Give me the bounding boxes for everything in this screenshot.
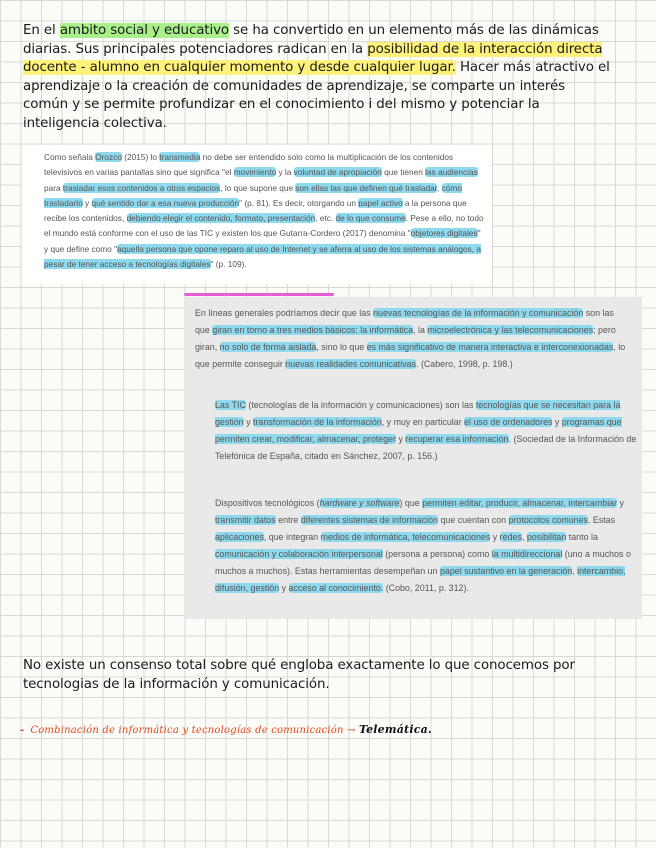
handwritten-text: Combinación de informática y tecnologías de comunicación → xyxy=(30,725,356,736)
quote-orozco-text: Como señala Orozco (2015) lo transmedia no debe ser entendido solo como la multiplicación de los contenidos televisivos en varias pantallas sino que significa "el movimiento y la voluntad de apropiación que tienen las audiencias para trasladar esos contenidos a otros espacios, lo que supone que son ellas las que definen qué trasladar, cómo trasladarlo y qué sentido dar a esa nueva producción" (p. 81). Es decir, otorgando un papel activo a la persona que recibe los contenidos, debiendo elegir el contenido, formato, presentación, etc. de lo que consume. Pese a ello, no todo el mundo está conforme con el uso de las TIC y existen los que Gutarra-Cordero (2017) denomina "objetores digitales" y que define como "aquella persona que opone reparo al uso de Internet y se aferra al uso de los sistemas análogos, a pesar de tener acceso a tecnologías digitales" (p. 109). xyxy=(44,152,484,270)
quote-group-block xyxy=(184,297,642,619)
intro-paragraph: En el ambito social y educativo se ha convertido en un elemento más de las dinámicas diarias. Sus principales potenciadores radican en la posibilidad de la interacción directa docente - alumno en cualquier momento y desde cualquier lugar. Hacer más atractivo el aprendizaje o la creación de comunidades de aprendizaje, se comparte un interés común y se permite profundizar en el conocimiento i del mismo y potenciar la inteligencia colectiva. xyxy=(23,23,610,131)
bullet-dash: - xyxy=(20,725,25,736)
quote-cobo-text: Dispositivos tecnológicos (hardware y software) que permiten editar, producir, almacenar, intercambiar y transmitir datos entre diferentes sistemas de información que cuentan con protocolos comunes. Estas aplicaciones, que integran medios de informática, telecomunicaciones y redes, posibilitan tanto la comunicación y colaboración interpersonal (persona a persona) como la multidireccional (uno a muchos o muchos a muchos). Estas herramientas desempeñan un papel sustantivo en la generación, intercambio, difusión, gestión y acceso al conocimiento. (Cobo, 2011, p. 312). xyxy=(215,498,631,593)
quote-orozco-block xyxy=(22,145,492,284)
highlight-interaccion: posibilidad de la interacción directa docente - alumno en cualquier momento y desde cualquier lugar. xyxy=(23,41,603,75)
consensus-paragraph: No existe un consenso total sobre qué engloba exactamente lo que conocemos por tecnologias de la información y comunicación. xyxy=(23,658,575,692)
handwritten-note xyxy=(20,723,520,736)
quote-cabero-text: En líneas generales podríamos decir que las nuevas tecnologías de la información y comunicación son las que giran en torno a tres medios básicos: la informática, la microelectrónica y las telecomunicaciones; pero giran, no solo de forma aislada, sino lo que es más significativo de manera interactiva e interconexionadas, lo que permite conseguir nuevas realidades comunicativas. (Cabero, 1998, p. 198.) xyxy=(195,308,626,369)
pink-underline-stroke xyxy=(184,293,334,296)
highlight-ambito: ambito social y educativo xyxy=(59,23,229,38)
handwritten-emphasis: Telemática. xyxy=(358,723,432,736)
quote-tic-text: Las TIC (tecnologías de la información y comunicaciones) son las tecnologías que se necesitan para la gestión y transformación de la información, y muy en particular el uso de ordenadores y programas que permiten crear, modificar, almacenar, proteger y recuperar esa información. (Sociedad de la Información de Telefónica de España, citado en Sánchez, 2007, p. 156.) xyxy=(215,400,637,461)
